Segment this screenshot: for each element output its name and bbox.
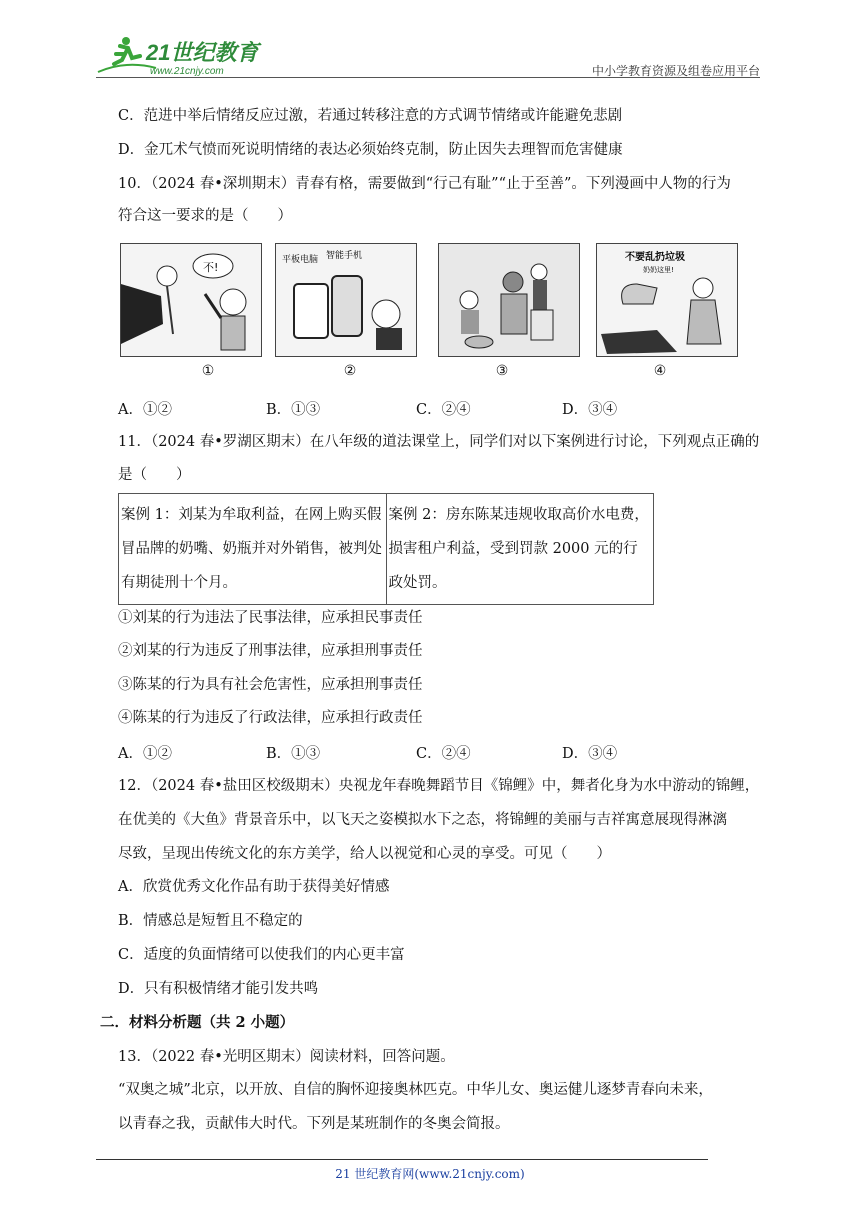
q11-option-b[interactable]: B．①③ bbox=[266, 746, 321, 762]
q12-option-c[interactable]: C．适度的负面情绪可以使我们的内心更丰富 bbox=[118, 947, 405, 963]
q10-option-c[interactable]: C．②④ bbox=[416, 402, 471, 418]
q10-stem-line2: 符合这一要求的是（ ） bbox=[118, 208, 292, 224]
q11-statement-1: ①刘某的行为违法了民事法律，应承担民事责任 bbox=[118, 610, 423, 626]
comic-devices-image bbox=[276, 244, 416, 356]
case-2-cell: 案例 2：房东陈某违规收取高价水电费，损害租户利益，受到罚款 2000 元的行政处罚。 bbox=[386, 494, 654, 605]
page-footer[interactable]: 21 世纪教育网(www.21cnjy.com) bbox=[335, 1167, 525, 1181]
footer-divider bbox=[96, 1159, 708, 1160]
comic-label-4: ④ bbox=[653, 363, 667, 379]
q12-stem-line3: 尽致，呈现出传统文化的东方美学，给人以视觉和心灵的享受。可见（ ） bbox=[118, 846, 611, 862]
comic-panel-4 bbox=[596, 243, 738, 357]
site-logo bbox=[96, 34, 266, 78]
q12-option-d[interactable]: D．只有积极情绪才能引发共鸣 bbox=[118, 981, 319, 997]
prev-option-c: C．范进中举后情绪反应过激，若通过转移注意的方式调节情绪或许能避免悲剧 bbox=[118, 108, 623, 124]
q11-statement-4: ④陈某的行为违反了行政法律，应承担行政责任 bbox=[118, 710, 423, 726]
q11-statement-2: ②刘某的行为违反了刑事法律，应承担刑事责任 bbox=[118, 643, 423, 659]
q11-stem-line1: 11．（2024 春•罗湖区期末）在八年级的道法课堂上，同学们对以下案例进行讨论，下列观点正确的 bbox=[118, 434, 760, 450]
comic-panel-3 bbox=[438, 243, 580, 357]
q12-option-b[interactable]: B．情感总是短暂且不稳定的 bbox=[118, 913, 303, 929]
q13-material-line2: 以青春之我，贡献伟大时代。下列是某班制作的冬奥会简报。 bbox=[118, 1116, 510, 1132]
svg-text:不!: 不! bbox=[203, 261, 219, 274]
q10-option-b[interactable]: B．①③ bbox=[266, 402, 321, 418]
svg-text:www.21cnjy.com: www.21cnjy.com bbox=[150, 66, 224, 77]
platform-name: 中小学教育资源及组卷应用平台 bbox=[591, 64, 760, 78]
q11-stem-line2: 是（ ） bbox=[118, 467, 191, 483]
q13-stem-line1: 13．（2022 春•光明区期末）阅读材料，回答问题。 bbox=[118, 1049, 455, 1065]
q12-option-a[interactable]: A．欣赏优秀文化作品有助于获得美好情感 bbox=[118, 879, 390, 895]
page-header bbox=[96, 30, 760, 80]
comic-panel-2 bbox=[275, 243, 417, 357]
comic-label-2: ② bbox=[343, 363, 357, 379]
q11-options bbox=[118, 742, 718, 762]
q13-material-line1: “双奥之城”北京，以开放、自信的胸怀迎接奥林匹克。中华儿女、奥运健儿逐梦青春向未来， bbox=[118, 1082, 713, 1098]
q10-comic-strip bbox=[120, 243, 760, 383]
comic-refusal-image bbox=[121, 244, 261, 356]
svg-text:智能手机: 智能手机 bbox=[326, 251, 363, 261]
comic-family-care-image bbox=[439, 244, 579, 356]
comic-panel-1 bbox=[120, 243, 262, 357]
header-divider bbox=[96, 77, 760, 78]
q10-option-d[interactable]: D．③④ bbox=[562, 402, 618, 418]
comic-label-3: ③ bbox=[495, 363, 509, 379]
section-heading: 二．材料分析题（共 2 小题） bbox=[100, 1014, 295, 1031]
q10-option-a[interactable]: A．①② bbox=[118, 402, 172, 418]
comic-label-1: ① bbox=[201, 363, 215, 379]
prev-option-d: D．金兀术气愤而死说明情绪的表达必须始终克制，防止因失去理智而危害健康 bbox=[118, 142, 623, 158]
svg-text:平板电脑: 平板电脑 bbox=[282, 255, 319, 265]
q10-stem-line1: 10．（2024 春•深圳期末）青春有格，需要做到“行己有耻”“止于至善”。下列漫画中人物的行为 bbox=[118, 176, 731, 192]
svg-text:21世纪教育: 21世纪教育 bbox=[146, 40, 259, 65]
q11-statement-3: ③陈某的行为具有社会危害性，应承担刑事责任 bbox=[118, 677, 423, 693]
svg-text:奶奶这里!: 奶奶这里! bbox=[643, 266, 674, 274]
q11-option-d[interactable]: D．③④ bbox=[562, 746, 618, 762]
q11-option-a[interactable]: A．①② bbox=[118, 746, 172, 762]
q12-stem-line2: 在优美的《大鱼》背景音乐中，以飞天之姿模拟水下之态，将锦鲤的美丽与吉祥寓意展现得淋漓 bbox=[118, 812, 727, 828]
q10-options bbox=[118, 398, 718, 418]
svg-text:不要乱扔垃圾: 不要乱扔垃圾 bbox=[625, 252, 685, 263]
q11-option-c[interactable]: C．②④ bbox=[416, 746, 471, 762]
q11-case-table bbox=[118, 493, 654, 605]
q12-stem-line1: 12．（2024 春•盐田区校级期末）央视龙年春晚舞蹈节目《锦鲤》中，舞者化身为水中游动的锦鲤， bbox=[118, 778, 760, 794]
comic-littering-image bbox=[597, 244, 737, 356]
case-1-cell: 案例 1：刘某为牟取利益，在网上购买假冒品牌的奶嘴、奶瓶并对外销售，被判处有期徒刑十个月。 bbox=[119, 494, 387, 605]
